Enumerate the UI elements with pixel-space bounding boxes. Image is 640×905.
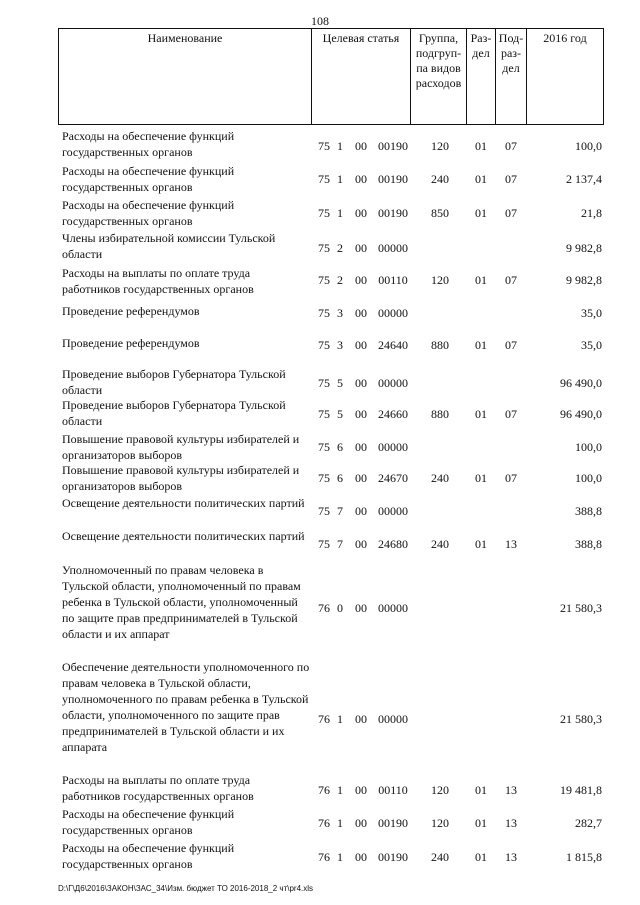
subsection-code: 07	[505, 206, 517, 220]
subsection-code: 07	[505, 172, 517, 186]
target-part-1: 76	[318, 712, 330, 726]
expense-group: 120	[431, 273, 449, 287]
subsection-code: 13	[505, 537, 517, 551]
header-year: 2016 год	[527, 29, 604, 125]
row-name: Повышение правовой культуры избирателей и организаторов выборов	[62, 432, 300, 462]
target-part-4: 24670	[378, 471, 408, 485]
row-name: Повышение правовой культуры избирателей и организаторов выборов	[62, 463, 300, 493]
target-part-3: 00	[355, 816, 367, 830]
amount-2016: 21 580,3	[560, 601, 602, 615]
amount-2016: 35,0	[581, 306, 602, 320]
row-name: Обеспечение деятельности уполномоченного по правам человека в Тульской области, уполномоченного по правам ребенка в Тульской области, уполномоченного по защите прав предпринимателей в Тульской области и их аппарата	[62, 660, 310, 754]
subsection-code: 07	[505, 471, 517, 485]
subsection-code: 07	[505, 338, 517, 352]
row-name: Расходы на обеспечение функций государственных органов	[62, 841, 235, 871]
amount-2016: 1 815,8	[566, 850, 602, 864]
expense-group: 240	[431, 850, 449, 864]
amount-2016: 100,0	[575, 440, 602, 454]
amount-2016: 21 580,3	[560, 712, 602, 726]
amount-2016: 282,7	[575, 816, 602, 830]
target-part-2: 3	[337, 338, 343, 352]
row-name: Освещение деятельности политических партий	[62, 529, 305, 543]
amount-2016: 96 490,0	[560, 376, 602, 390]
section-code: 01	[475, 172, 487, 186]
row-name: Проведение выборов Губернатора Тульской области	[62, 367, 286, 397]
target-part-3: 00	[355, 440, 367, 454]
target-part-3: 00	[355, 139, 367, 153]
amount-2016: 9 982,8	[566, 273, 602, 287]
file-path-footer: D:\Г\Д6\2016\ЗАКОН\ЗАС_34\Изм. бюджет ТО 2016-2018_2 чт\pr4.xls	[58, 884, 314, 893]
target-part-2: 2	[337, 273, 343, 287]
target-part-2: 1	[337, 139, 343, 153]
target-part-1: 75	[318, 306, 330, 320]
row-name: Расходы на обеспечение функций государственных органов	[62, 164, 235, 194]
section-code: 01	[475, 206, 487, 220]
target-part-2: 1	[337, 850, 343, 864]
target-part-4: 00110	[378, 273, 408, 287]
target-part-1: 75	[318, 139, 330, 153]
target-part-4: 00190	[378, 139, 408, 153]
target-part-2: 1	[337, 712, 343, 726]
expense-group: 850	[431, 206, 449, 220]
target-part-2: 7	[337, 537, 343, 551]
target-part-1: 75	[318, 504, 330, 518]
section-code: 01	[475, 471, 487, 485]
target-part-1: 76	[318, 601, 330, 615]
header-section: Раз-дел	[467, 29, 496, 125]
expense-group: 880	[431, 338, 449, 352]
row-name: Освещение деятельности политических партий	[62, 496, 305, 510]
target-part-1: 75	[318, 338, 330, 352]
target-part-4: 00000	[378, 440, 408, 454]
target-part-3: 00	[355, 850, 367, 864]
target-part-3: 00	[355, 471, 367, 485]
target-part-2: 6	[337, 471, 343, 485]
amount-2016: 100,0	[575, 139, 602, 153]
target-part-1: 75	[318, 172, 330, 186]
target-part-2: 5	[337, 407, 343, 421]
target-part-2: 1	[337, 783, 343, 797]
row-name: Проведение референдумов	[62, 304, 200, 318]
target-part-2: 1	[337, 172, 343, 186]
amount-2016: 19 481,8	[560, 783, 602, 797]
target-part-2: 1	[337, 816, 343, 830]
subsection-code: 13	[505, 850, 517, 864]
target-part-4: 24660	[378, 407, 408, 421]
expense-group: 240	[431, 471, 449, 485]
row-name: Расходы на выплаты по оплате труда работников государственных органов	[62, 266, 254, 296]
target-part-4: 00000	[378, 504, 408, 518]
target-part-1: 75	[318, 206, 330, 220]
section-code: 01	[475, 850, 487, 864]
target-part-4: 00000	[378, 306, 408, 320]
subsection-code: 07	[505, 273, 517, 287]
subsection-code: 07	[505, 139, 517, 153]
target-part-4: 00000	[378, 601, 408, 615]
expense-group: 240	[431, 172, 449, 186]
subsection-code: 13	[505, 816, 517, 830]
expense-group: 120	[431, 783, 449, 797]
target-part-4: 00000	[378, 241, 408, 255]
target-part-1: 76	[318, 783, 330, 797]
target-part-2: 2	[337, 241, 343, 255]
expense-group: 120	[431, 816, 449, 830]
amount-2016: 388,8	[575, 504, 602, 518]
section-code: 01	[475, 537, 487, 551]
target-part-3: 00	[355, 172, 367, 186]
target-part-3: 00	[355, 338, 367, 352]
row-name: Расходы на обеспечение функций государственных органов	[62, 129, 235, 159]
target-part-3: 00	[355, 273, 367, 287]
amount-2016: 2 137,4	[566, 172, 602, 186]
row-name: Расходы на выплаты по оплате труда работников государственных органов	[62, 773, 254, 803]
target-part-2: 6	[337, 440, 343, 454]
header-target: Целевая статья	[312, 29, 411, 125]
target-part-4: 00000	[378, 712, 408, 726]
amount-2016: 388,8	[575, 537, 602, 551]
target-part-1: 75	[318, 273, 330, 287]
target-part-4: 24640	[378, 338, 408, 352]
target-part-4: 24680	[378, 537, 408, 551]
target-part-2: 7	[337, 504, 343, 518]
target-part-1: 75	[318, 537, 330, 551]
target-part-2: 0	[337, 601, 343, 615]
subsection-code: 13	[505, 783, 517, 797]
target-part-2: 5	[337, 376, 343, 390]
target-part-1: 76	[318, 816, 330, 830]
subsection-code: 07	[505, 407, 517, 421]
target-part-4: 00190	[378, 850, 408, 864]
section-code: 01	[475, 816, 487, 830]
section-code: 01	[475, 783, 487, 797]
target-part-4: 00190	[378, 206, 408, 220]
target-part-4: 00110	[378, 783, 408, 797]
target-part-1: 75	[318, 440, 330, 454]
target-part-4: 00190	[378, 172, 408, 186]
section-code: 01	[475, 338, 487, 352]
row-name: Расходы на обеспечение функций государственных органов	[62, 807, 235, 837]
row-name: Расходы на обеспечение функций государственных органов	[62, 198, 235, 228]
header-subsection: Под-раз-дел	[496, 29, 527, 125]
target-part-2: 3	[337, 306, 343, 320]
row-name: Проведение выборов Губернатора Тульской области	[62, 398, 286, 428]
target-part-1: 76	[318, 850, 330, 864]
target-part-3: 00	[355, 537, 367, 551]
expense-group: 120	[431, 139, 449, 153]
amount-2016: 35,0	[581, 338, 602, 352]
header-name: Наименование	[59, 29, 312, 125]
amount-2016: 9 982,8	[566, 241, 602, 255]
target-part-3: 00	[355, 206, 367, 220]
amount-2016: 21,8	[581, 206, 602, 220]
target-part-3: 00	[355, 241, 367, 255]
amount-2016: 96 490,0	[560, 407, 602, 421]
expense-group: 880	[431, 407, 449, 421]
target-part-3: 00	[355, 376, 367, 390]
target-part-4: 00190	[378, 816, 408, 830]
target-part-3: 00	[355, 783, 367, 797]
target-part-1: 75	[318, 241, 330, 255]
target-part-3: 00	[355, 601, 367, 615]
target-part-4: 00000	[378, 376, 408, 390]
target-part-3: 00	[355, 407, 367, 421]
target-part-3: 00	[355, 306, 367, 320]
target-part-3: 00	[355, 712, 367, 726]
section-code: 01	[475, 273, 487, 287]
amount-2016: 100,0	[575, 471, 602, 485]
section-code: 01	[475, 139, 487, 153]
row-name: Члены избирательной комиссии Тульской области	[62, 231, 276, 261]
section-code: 01	[475, 407, 487, 421]
target-part-2: 1	[337, 206, 343, 220]
row-name: Уполномоченный по правам человека в Тульской области, уполномоченный по правам ребенка в Тульской области, уполномоченный по защите прав предпринимателей в Тульской области и их аппарат	[62, 563, 301, 641]
expense-group: 240	[431, 537, 449, 551]
page-number: 108	[311, 14, 329, 28]
target-part-3: 00	[355, 504, 367, 518]
row-name: Проведение референдумов	[62, 336, 200, 350]
target-part-1: 75	[318, 376, 330, 390]
target-part-1: 75	[318, 471, 330, 485]
header-group: Группа, подгруп-па видов расходов	[411, 29, 467, 125]
target-part-1: 75	[318, 407, 330, 421]
